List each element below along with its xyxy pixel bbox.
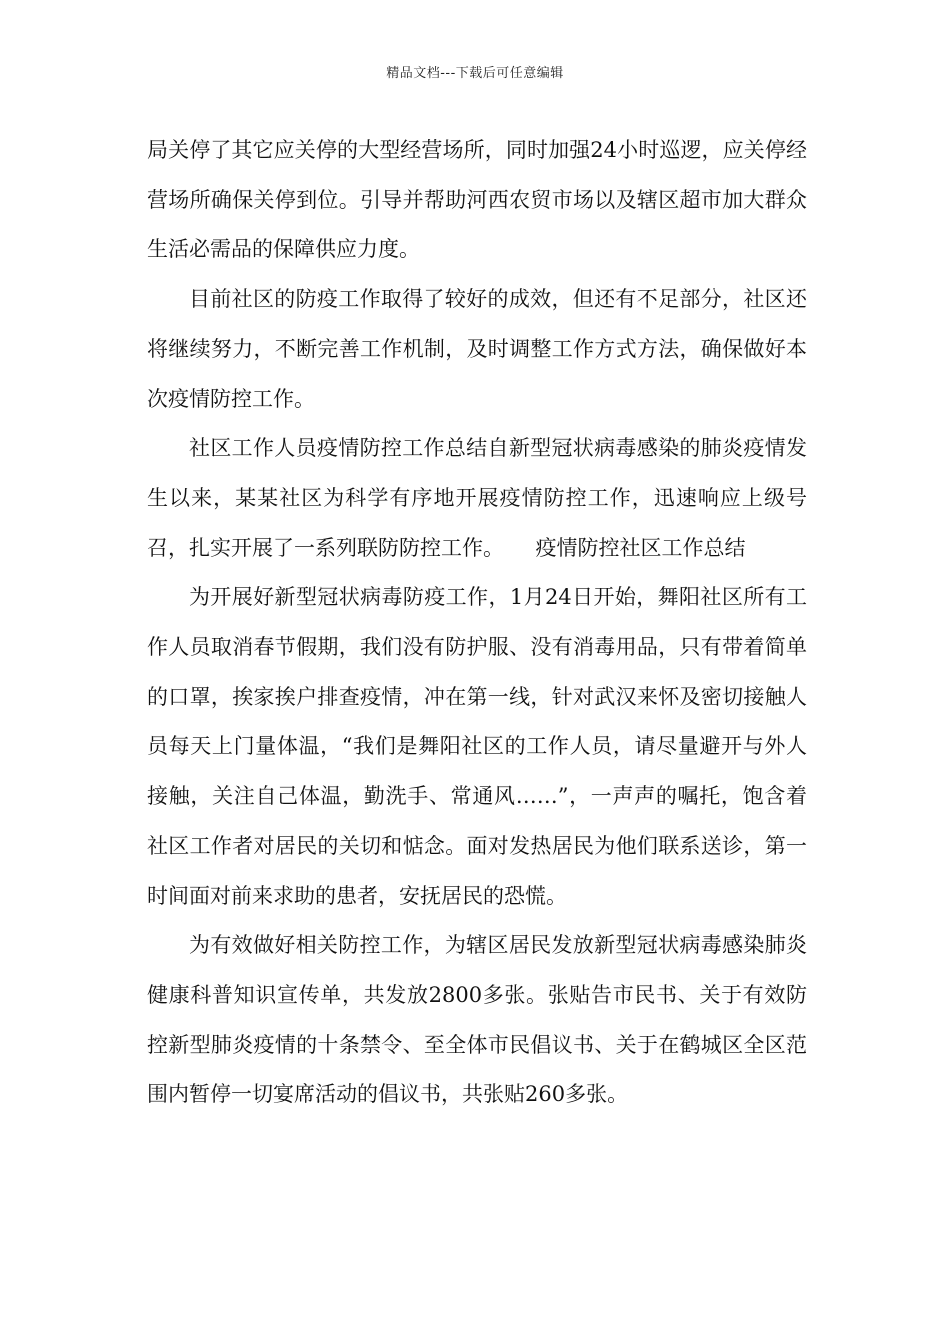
paragraph-5: 为有效做好相关防控工作，为辖区居民发放新型冠状病毒感染肺炎健康科普知识宣传单，共发放2800多张。张贴告市民书、关于有效防控新型肺炎疫情的十条禁令、至全体市民倡议书、关于在鹤城区全区范围内暂停一切宴席活动的倡议书，共张贴260多张。	[147, 933, 807, 1107]
paragraph-2: 目前社区的防疫工作取得了较好的成效，但还有不足部分，社区还将继续努力，不断完善工作机制，及时调整工作方式方法，确保做好本次疫情防控工作。	[147, 287, 807, 411]
paragraph-3: 社区工作人员疫情防控工作总结自新型冠状病毒感染的肺炎疫情发生以来，某某社区为科学有序地开展疫情防控工作，迅速响应上级号召，扎实开展了一系列联防防控工作。 疫情防控社区工作总结	[147, 436, 807, 560]
page-header: 精品文档---下载后可任意编辑	[386, 66, 564, 81]
paragraph-1: 局关停了其它应关停的大型经营场所，同时加强24小时巡逻，应关停经营场所确保关停到位。引导并帮助河西农贸市场以及辖区超市加大群众生活必需品的保障供应力度。	[147, 138, 807, 262]
paragraph-4: 为开展好新型冠状病毒防疫工作，1月24日开始，舞阳社区所有工作人员取消春节假期，我们没有防护服、没有消毒用品，只有带着简单的口罩，挨家挨户排查疫情，冲在第一线，针对武汉来怀及密切接触人员每天上门量体温，“我们是舞阳社区的工作人员，请尽量避开与外人接触，关注自己体温，勤洗手、常通风……”，一声声的嘱托，饱含着社区工作者对居民的关切和惦念。面对发热居民为他们联系送诊，第一时间面对前来求助的患者，安抚居民的恐慌。	[147, 585, 807, 908]
document-body	[147, 126, 807, 1120]
